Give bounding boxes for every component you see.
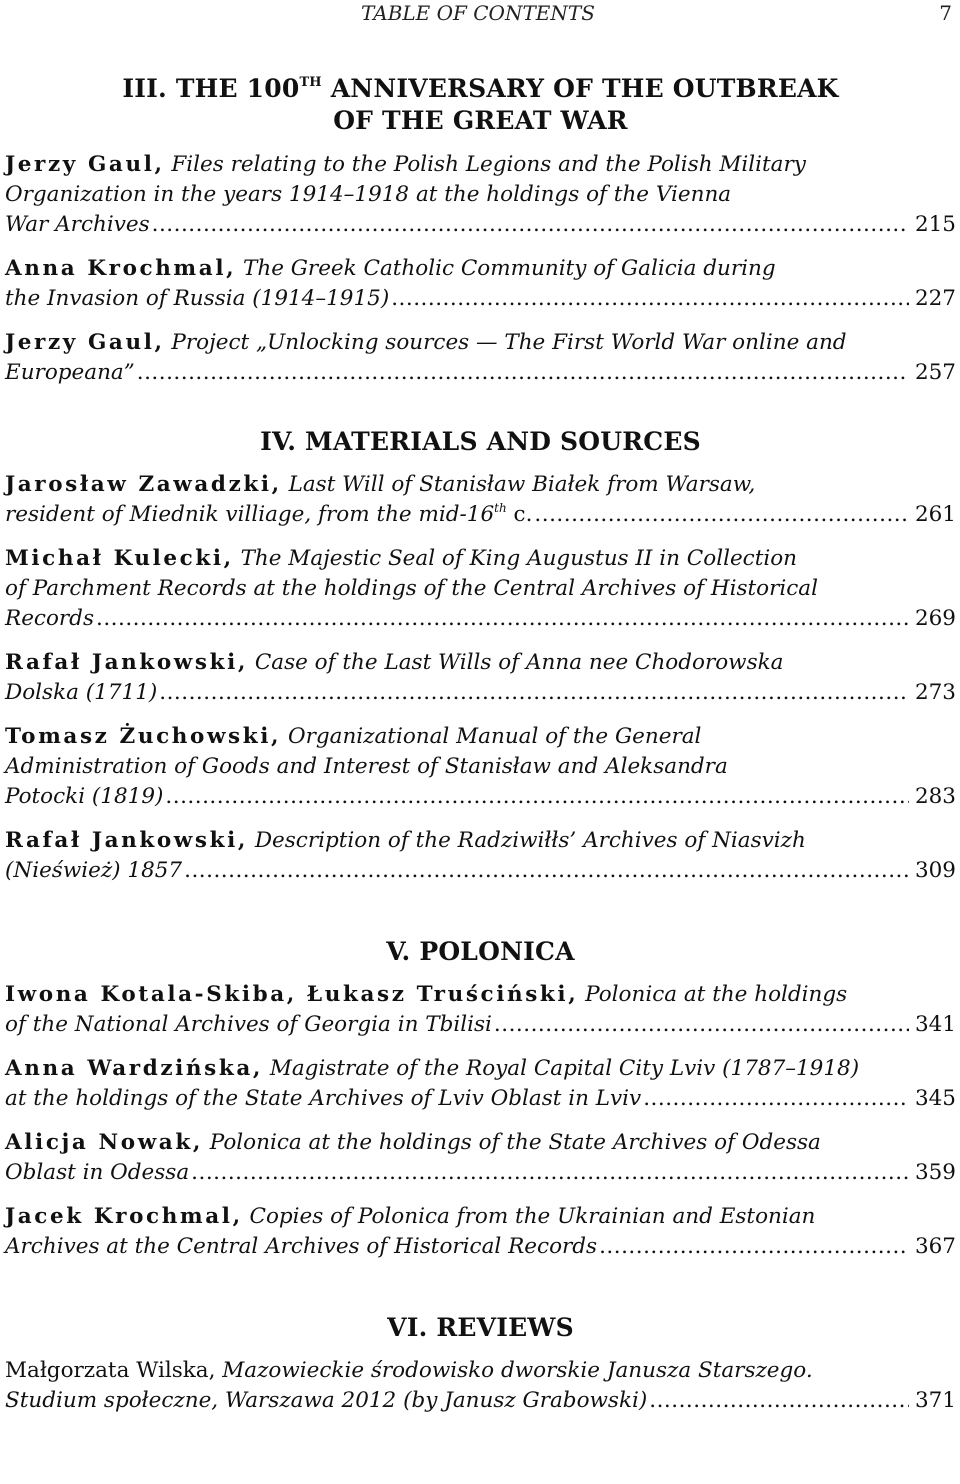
entry-title: of the National Archives of Georgia in Tbilisi: [5, 1012, 492, 1037]
entry-title: The Greek Catholic Community of Galicia during: [243, 256, 776, 281]
entry-title: Description of the Radziwiłłs’ Archives of Niasvizh: [254, 828, 806, 853]
entry-author: Jerzy Gaul,: [5, 330, 165, 355]
dot-leader: [159, 678, 909, 708]
entry-page-number: 227: [914, 286, 956, 311]
entry-title: Records: [5, 606, 94, 631]
toc-entry[interactable]: [5, 648, 956, 708]
entry-title: War Archives: [5, 212, 150, 237]
dot-leader: [96, 604, 909, 634]
entry-page-number: 359: [914, 1160, 956, 1185]
section-iii: [5, 73, 956, 388]
section-iv: [5, 426, 956, 886]
section-heading: VI. REVIEWS: [387, 1313, 574, 1342]
entry-title: Studium społeczne, Warszawa 2012 (by Janusz Grabowski): [5, 1388, 648, 1413]
section-heading: V. POLONICA: [386, 937, 575, 966]
entry-author: Jacek Krochmal,: [5, 1204, 243, 1229]
toc-entry[interactable]: [5, 1356, 956, 1416]
toc-entry[interactable]: [5, 1128, 956, 1188]
entry-author: Jarosław Zawadzki,: [5, 472, 282, 497]
entry-author: Małgorzata Wilska,: [5, 1358, 216, 1383]
running-header: [5, 0, 956, 26]
entry-title: Administration of Goods and Interest of Stanisław and Aleksandra: [5, 754, 728, 779]
entry-title: Organization in the years 1914–1918 at the holdings of the Vienna: [5, 182, 732, 207]
toc-entry[interactable]: [5, 470, 956, 530]
entry-author: Jerzy Gaul,: [5, 152, 165, 177]
toc-entry[interactable]: [5, 1202, 956, 1262]
dot-leader: [152, 210, 909, 240]
entry-title: Copies of Polonica from the Ukrainian and Estonian: [249, 1204, 816, 1229]
entry-title: Case of the Last Wills of Anna nee Chodorowska: [254, 650, 784, 675]
entry-title: of Parchment Records at the holdings of the Central Archives of Historical: [5, 576, 819, 601]
entry-author: Alicja Nowak,: [5, 1130, 203, 1155]
entry-title: Polonica at the holdings: [585, 982, 848, 1007]
section-heading: IV. MATERIALS AND SOURCES: [260, 427, 701, 456]
dot-leader: [191, 1158, 909, 1188]
entry-title: Organizational Manual of the General: [287, 724, 702, 749]
entry-page-number: 345: [914, 1086, 956, 1111]
entry-author: Iwona Kotala-Skiba, Łukasz Truściński,: [5, 982, 579, 1007]
entry-page-number: 371: [914, 1388, 956, 1413]
toc-entry[interactable]: [5, 980, 956, 1040]
dot-leader: [643, 1084, 909, 1114]
entry-author: Anna Wardzińska,: [5, 1056, 263, 1081]
toc-entry[interactable]: [5, 1054, 956, 1114]
entry-page-number: 257: [914, 360, 956, 385]
dot-leader: [184, 856, 909, 886]
dot-leader: [165, 782, 909, 812]
toc-entry[interactable]: [5, 150, 956, 240]
entry-page-number: 215: [914, 212, 956, 237]
entry-page-number: 283: [914, 784, 956, 809]
entry-title: Polonica at the holdings of the State Archives of Odessa: [209, 1130, 821, 1155]
entry-page-number: 309: [914, 858, 956, 883]
entry-page-number: 341: [914, 1012, 956, 1037]
dot-leader: [599, 1232, 909, 1262]
dot-leader: [137, 358, 909, 388]
entry-author: Anna Krochmal,: [5, 256, 237, 281]
entry-page-number: 269: [914, 606, 956, 631]
entry-title: (Nieśwież) 1857: [5, 858, 183, 883]
entry-page-number: 367: [914, 1234, 956, 1259]
entry-author: Rafał Jankowski,: [5, 650, 248, 675]
running-header-page-number: 7: [939, 1, 952, 25]
toc-entry[interactable]: [5, 328, 956, 388]
entry-title: Mazowieckie środowisko dworskie Janusza Starszego.: [222, 1358, 813, 1383]
section-v: [5, 936, 956, 1262]
entry-title: Oblast in Odessa: [5, 1160, 190, 1185]
entry-title: Project „Unlocking sources — The First World War online and: [171, 330, 847, 355]
dot-leader: [649, 1386, 909, 1416]
entry-author: Tomasz Żuchowski,: [5, 724, 282, 749]
section-heading: III. THE 100TH ANNIVERSARY OF THE OUTBREAK OF THE GREAT WAR: [122, 74, 839, 135]
toc-entry[interactable]: [5, 826, 956, 886]
toc-entry[interactable]: [5, 544, 956, 634]
toc-entry[interactable]: [5, 722, 956, 812]
dot-leader: [494, 1010, 909, 1040]
entry-title: Magistrate of the Royal Capital City Lviv (1787–1918): [269, 1056, 860, 1081]
entry-title: The Majestic Seal of King Augustus II in Collection: [240, 546, 798, 571]
entry-page-number: 273: [914, 680, 956, 705]
entry-title: resident of Miednik villiage, from the mid-16th c.: [5, 501, 533, 527]
entry-author: Michał Kulecki,: [5, 546, 234, 571]
entry-title: Files relating to the Polish Legions and the Polish Military: [171, 152, 806, 177]
entry-author: Rafał Jankowski,: [5, 828, 248, 853]
running-header-title: TABLE OF CONTENTS: [361, 1, 595, 25]
dot-leader: [391, 284, 909, 314]
entry-title: the Invasion of Russia (1914–1915): [5, 286, 390, 311]
entry-page-number: 261: [914, 502, 956, 527]
entry-title: Last Will of Stanisław Białek from Warsaw,: [288, 472, 756, 497]
entry-title: Potocki (1819): [5, 784, 164, 809]
section-vi: [5, 1312, 956, 1416]
entry-title: Archives at the Central Archives of Historical Records: [5, 1234, 598, 1259]
entry-title: Europeana”: [5, 360, 135, 385]
entry-title: Dolska (1711): [5, 680, 158, 705]
toc-entry[interactable]: [5, 254, 956, 314]
dot-leader: [534, 500, 909, 530]
entry-title: at the holdings of the State Archives of Lviv Oblast in Lviv: [5, 1086, 642, 1111]
